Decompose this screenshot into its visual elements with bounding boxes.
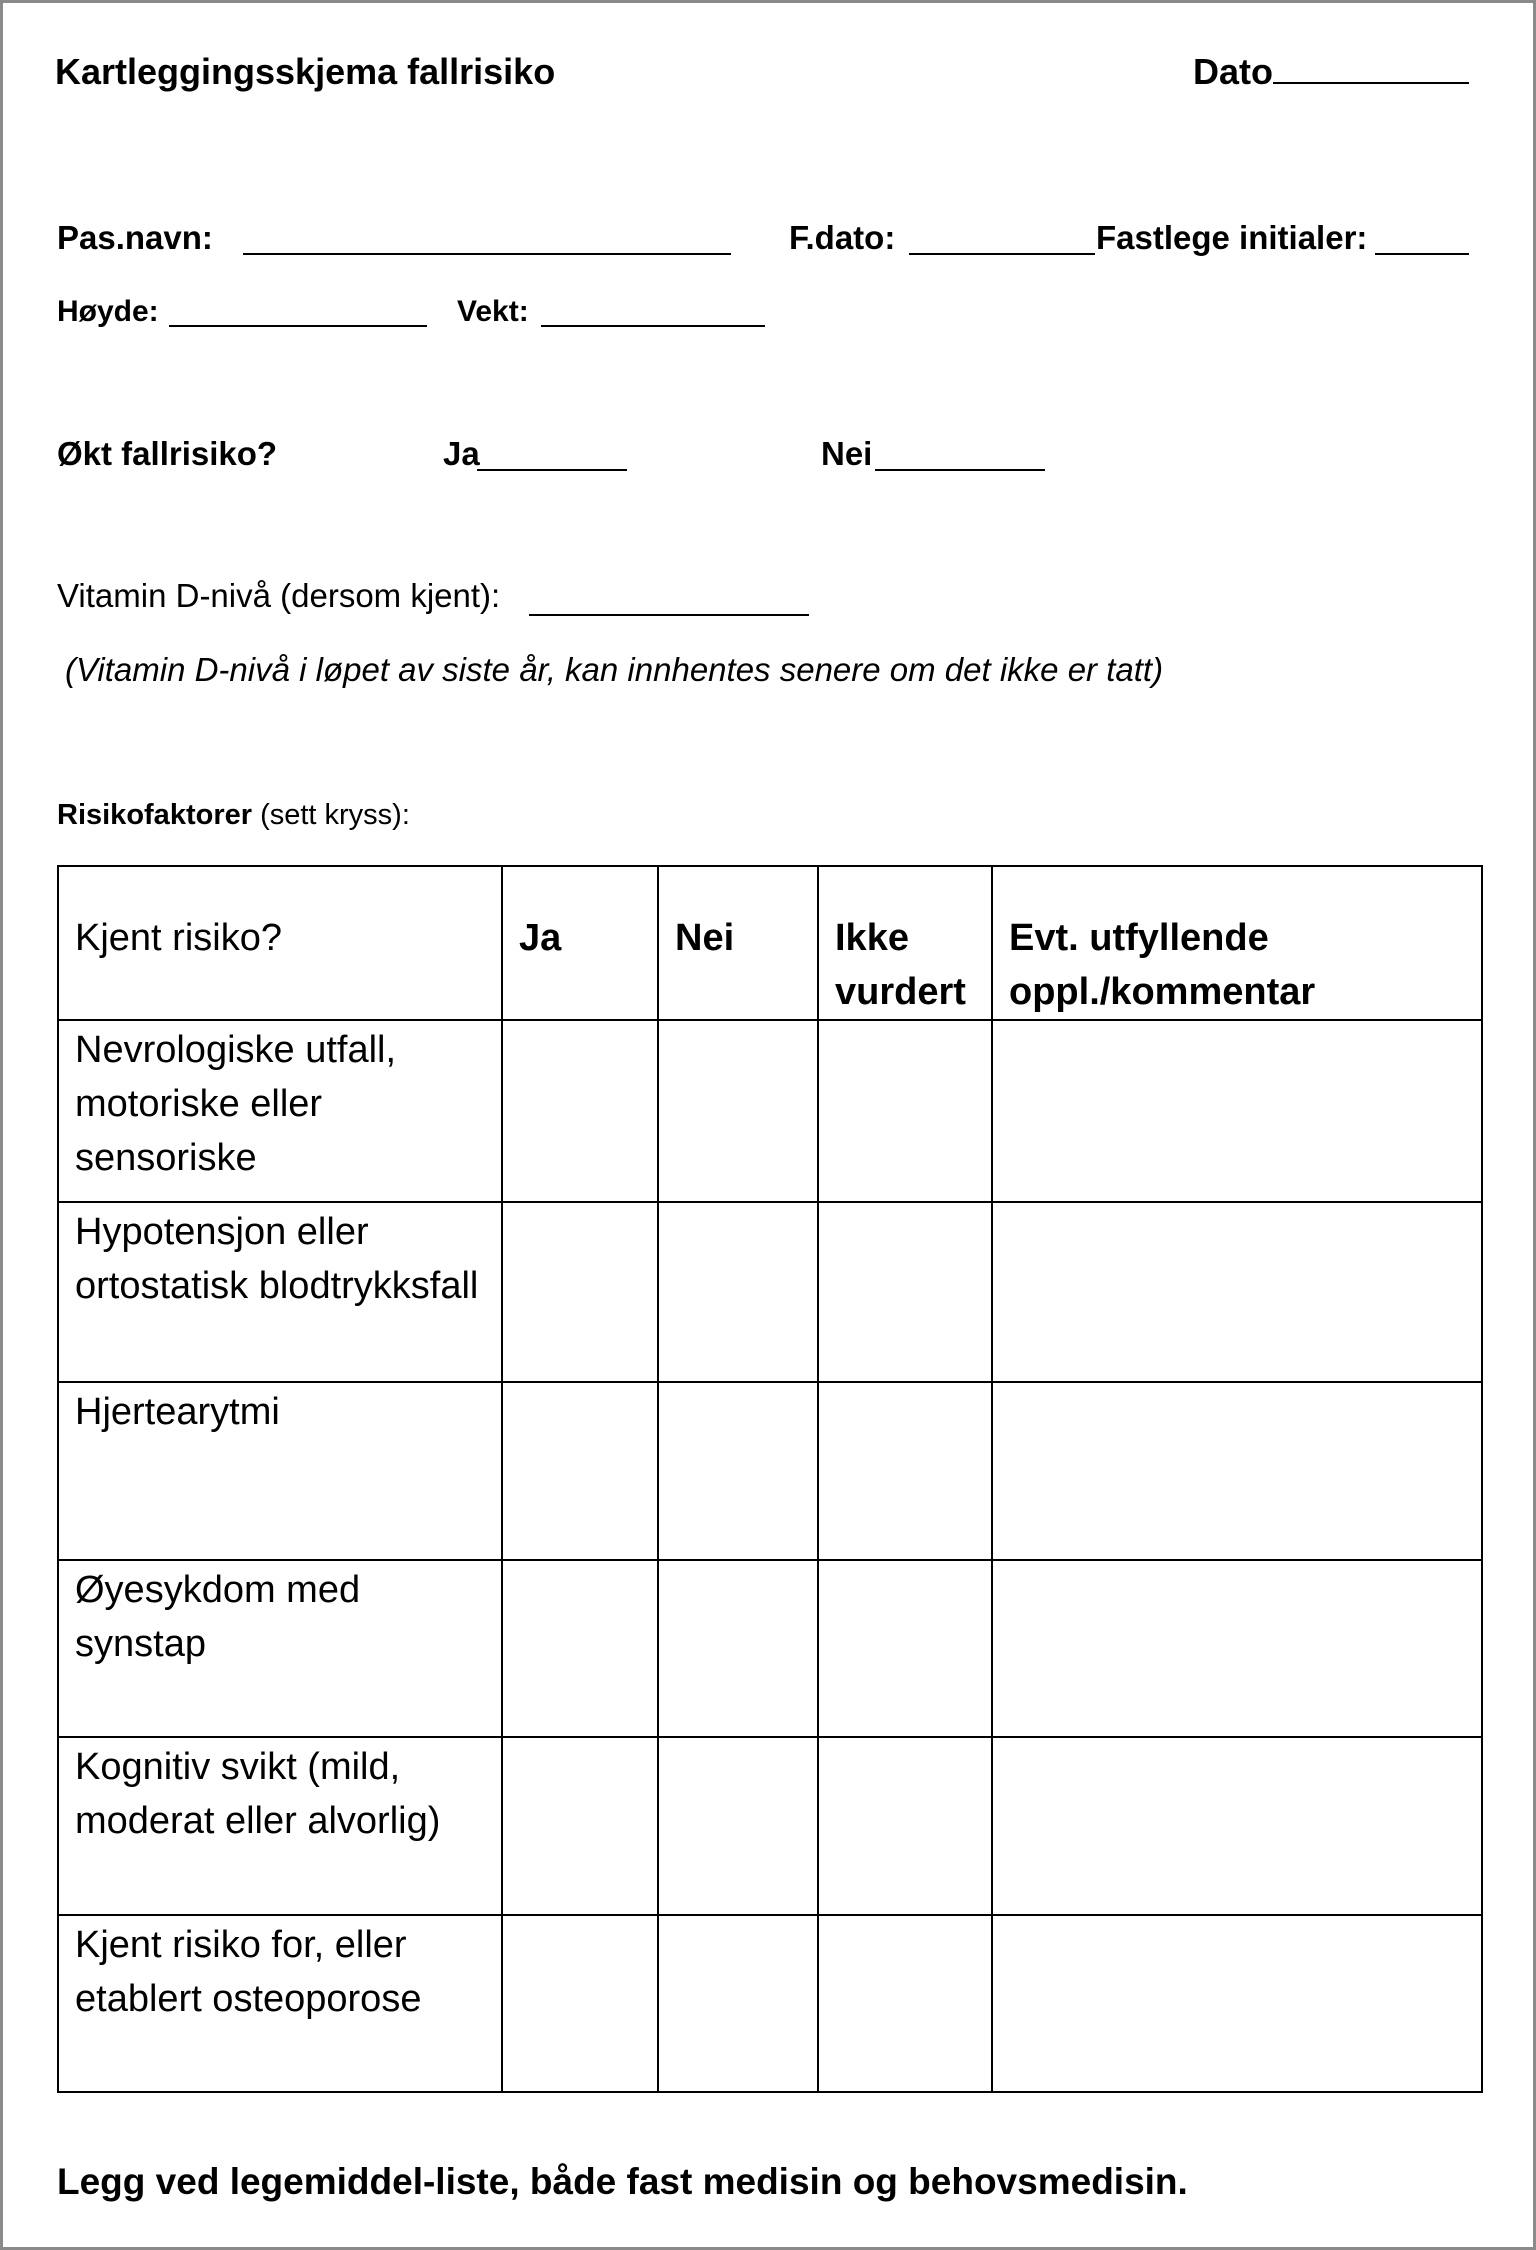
date-field[interactable] <box>1193 51 1469 93</box>
table-row <box>58 1020 1482 1202</box>
footer-instruction: Legg ved legemiddel-liste, både fast medisin og behovsmedisin. <box>57 2161 1188 2202</box>
fall-risk-yes-label: Ja <box>443 435 480 472</box>
date-blank-line[interactable] <box>1273 81 1469 84</box>
vitamin-d-label: Vitamin D-nivå (dersom kjent): <box>57 577 501 614</box>
height-blank-line[interactable] <box>169 325 427 327</box>
no-cell[interactable] <box>658 1202 818 1382</box>
no-cell[interactable] <box>658 1737 818 1915</box>
risk-factor-label: Nevrologiske utfall, motoriske eller sensoriske <box>58 1020 502 1202</box>
patient-name-blank-line[interactable] <box>243 253 731 255</box>
column-header-known-risk: Kjent risiko? <box>58 866 502 1020</box>
weight-label: Vekt: <box>457 295 529 328</box>
height-label: Høyde: <box>57 295 159 328</box>
table-row <box>58 1915 1482 2092</box>
birthdate-blank-line[interactable] <box>909 253 1095 255</box>
vitamin-d-blank-line[interactable] <box>529 614 809 616</box>
column-header-yes: Ja <box>502 866 658 1020</box>
no-cell[interactable] <box>658 1382 818 1560</box>
comment-cell[interactable] <box>992 1202 1482 1382</box>
risk-factor-label: Kognitiv svikt (mild, moderat eller alvorlig) <box>58 1737 502 1915</box>
risk-factors-label-bold: Risikofaktorer <box>57 799 253 831</box>
comment-cell[interactable] <box>992 1382 1482 1560</box>
weight-blank-line[interactable] <box>541 325 765 327</box>
table-row <box>58 1382 1482 1560</box>
column-header-not-assessed: Ikke vurdert <box>818 866 992 1020</box>
fall-risk-no-label: Nei <box>821 435 873 472</box>
table-row <box>58 1202 1482 1382</box>
comment-cell[interactable] <box>992 1020 1482 1202</box>
risk-factor-label: Kjent risiko for, eller etablert osteoporose <box>58 1915 502 2092</box>
fall-risk-question: Økt fallrisiko? <box>57 435 278 472</box>
fall-risk-no-blank-line[interactable] <box>875 469 1045 471</box>
yes-cell[interactable] <box>502 1020 658 1202</box>
no-cell[interactable] <box>658 1020 818 1202</box>
not-assessed-cell[interactable] <box>818 1560 992 1737</box>
risk-factors-table <box>57 865 1483 2093</box>
risk-factor-label: Hjertearytmi <box>58 1382 502 1560</box>
not-assessed-cell[interactable] <box>818 1382 992 1560</box>
vitamin-d-note: (Vitamin D-nivå i løpet av siste år, kan innhentes senere om det ikke er tatt) <box>65 651 1164 688</box>
not-assessed-cell[interactable] <box>818 1020 992 1202</box>
no-cell[interactable] <box>658 1560 818 1737</box>
not-assessed-cell[interactable] <box>818 1202 992 1382</box>
date-label: Dato <box>1193 51 1273 92</box>
comment-cell[interactable] <box>992 1560 1482 1737</box>
not-assessed-cell[interactable] <box>818 1737 992 1915</box>
gp-initials-blank-line[interactable] <box>1375 253 1469 255</box>
yes-cell[interactable] <box>502 1202 658 1382</box>
no-cell[interactable] <box>658 1915 818 2092</box>
table-row <box>58 1560 1482 1737</box>
form-title: Kartleggingsskjema fallrisiko <box>55 51 556 92</box>
yes-cell[interactable] <box>502 1737 658 1915</box>
comment-cell[interactable] <box>992 1915 1482 2092</box>
risk-factor-label: Hypotensjon eller ortostatisk blodtrykksfall <box>58 1202 502 1382</box>
yes-cell[interactable] <box>502 1560 658 1737</box>
yes-cell[interactable] <box>502 1915 658 2092</box>
comment-cell[interactable] <box>992 1737 1482 1915</box>
gp-initials-label: Fastlege initialer: <box>1096 219 1368 256</box>
column-header-no: Nei <box>658 866 818 1020</box>
yes-cell[interactable] <box>502 1382 658 1560</box>
not-assessed-cell[interactable] <box>818 1915 992 2092</box>
table-row <box>58 1737 1482 1915</box>
fall-risk-yes-blank-line[interactable] <box>477 469 627 471</box>
birthdate-label: F.dato: <box>789 219 896 256</box>
risk-factors-label <box>57 799 410 832</box>
table-header-row <box>58 866 1482 1020</box>
risk-factors-label-rest: (sett kryss): <box>252 799 410 831</box>
column-header-comment: Evt. utfyllende oppl./kommentar <box>992 866 1482 1020</box>
risk-factor-label: Øyesykdom med synstap <box>58 1560 502 1737</box>
patient-name-label: Pas.navn: <box>57 219 213 256</box>
